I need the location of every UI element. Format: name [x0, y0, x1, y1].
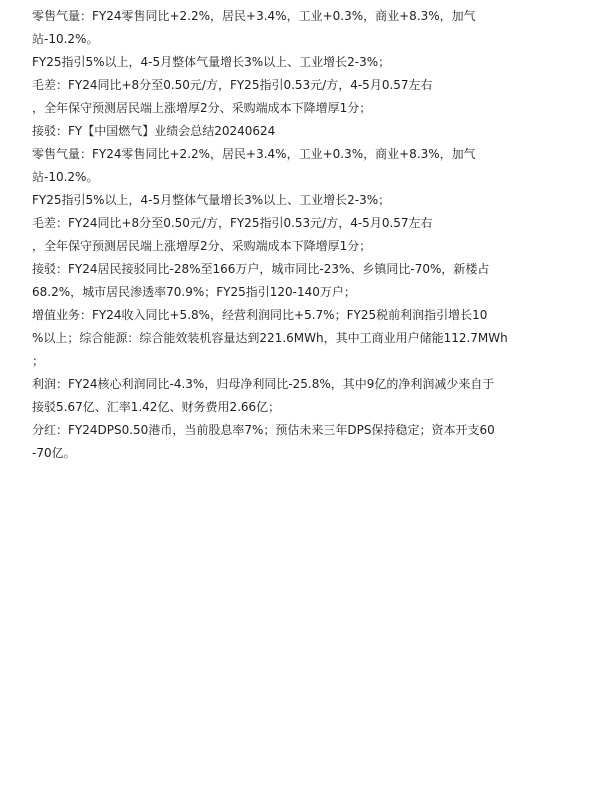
text-line: 分红：FY24DPS0.50港币，当前股息率7%；预估未来三年DPS保持稳定；资本开支60: [32, 423, 495, 437]
text-line: 接驳5.67亿、汇率1.42亿、财务费用2.66亿；: [32, 400, 281, 414]
text-line: ，全年保守预测居民端上涨增厚2分、采购端成本下降增厚1分；: [32, 239, 372, 253]
text-line: 零售气量：FY24零售同比+2.2%，居民+3.4%，工业+0.3%，商业+8.3%，加气: [32, 9, 476, 23]
text-line: 毛差：FY24同比+8分至0.50元/方，FY25指引0.53元/方，4-5月0.57左右: [32, 78, 433, 92]
text-line: 接驳：FY24居民接驳同比-28%至166万户，城市同比-23%、乡镇同比-70%，新楼占: [32, 262, 490, 276]
text-line: %以上；综合能源：综合能效装机容量达到221.6MWh，其中工商业用户储能112.7MWh: [32, 331, 508, 345]
text-line: 毛差：FY24同比+8分至0.50元/方，FY25指引0.53元/方，4-5月0.57左右: [32, 216, 433, 230]
text-line: -70亿。: [32, 446, 76, 460]
text-line: 零售气量：FY24零售同比+2.2%，居民+3.4%，工业+0.3%，商业+8.3%，加气: [32, 147, 476, 161]
document-body: [32, 5, 572, 465]
text-line: ；: [32, 354, 45, 368]
text-line: FY25指引5%以上，4-5月整体气量增长3%以上、工业增长2-3%；: [32, 55, 391, 69]
text-line: 68.2%，城市居民渗透率70.9%；FY25指引120-140万户；: [32, 285, 356, 299]
text-line: 利润：FY24核心利润同比-4.3%，归母净利同比-25.8%，其中9亿的净利润减少来自于: [32, 377, 495, 391]
text-line: 站-10.2%。: [32, 32, 99, 46]
text-line: 接驳：FY【中国燃气】业绩会总结20240624: [32, 124, 276, 138]
text-line: FY25指引5%以上，4-5月整体气量增长3%以上、工业增长2-3%；: [32, 193, 391, 207]
text-line: 站-10.2%。: [32, 170, 99, 184]
text-line: 增值业务：FY24收入同比+5.8%，经营利润同比+5.7%；FY25税前利润指引增长10: [32, 308, 488, 322]
text-line: ，全年保守预测居民端上涨增厚2分、采购端成本下降增厚1分；: [32, 101, 372, 115]
